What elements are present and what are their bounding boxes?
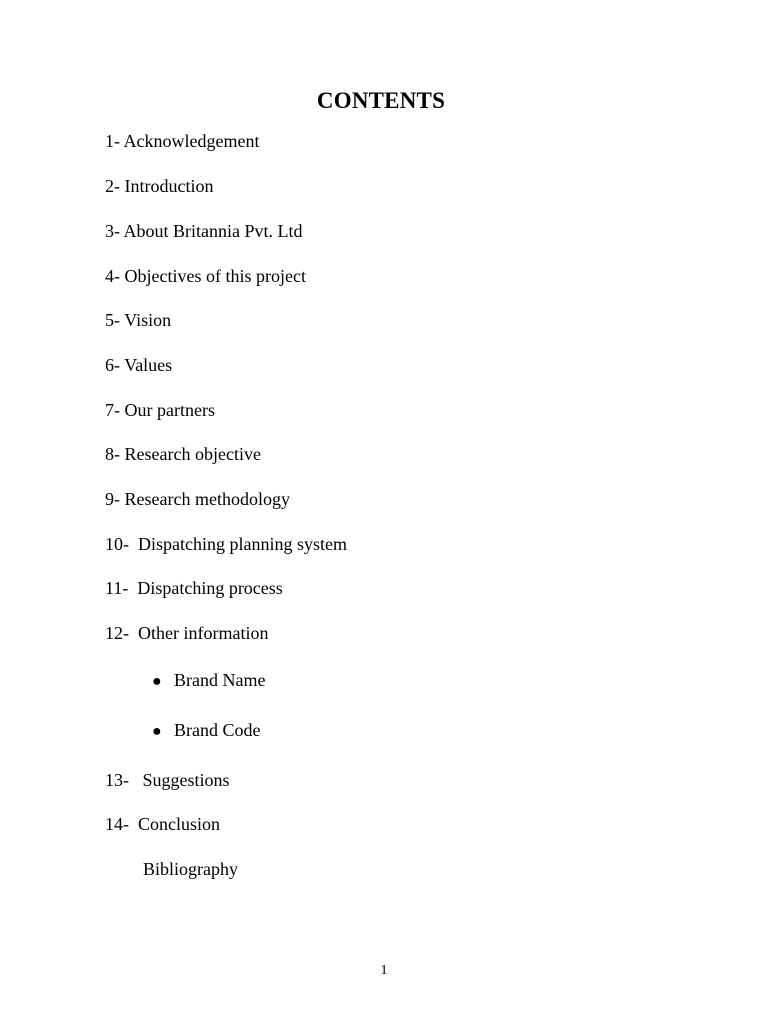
- toc-entry-text: Suggestions: [142, 770, 230, 790]
- toc-entry-text: Objectives of this project: [124, 266, 306, 286]
- toc-entry-number: 2-: [105, 176, 120, 196]
- toc-entry-number: 3-: [105, 221, 120, 241]
- toc-entry-number: 1-: [105, 131, 120, 151]
- bullet-icon: ●: [152, 723, 162, 740]
- toc-entry-number: 9-: [105, 489, 120, 509]
- toc-entry: [105, 130, 259, 152]
- toc-entry-text: Introduction: [124, 176, 214, 196]
- toc-entry: [105, 443, 261, 465]
- toc-entry-number: 4-: [105, 266, 120, 286]
- toc-entry: [105, 622, 268, 644]
- toc-entry: [105, 354, 172, 376]
- toc-entry: [105, 813, 220, 835]
- toc-entry: [105, 399, 215, 421]
- toc-sub-item-text: Brand Name: [174, 670, 266, 690]
- toc-entry-number: 12-: [105, 623, 129, 643]
- toc-entry: [105, 533, 347, 555]
- toc-entry: [105, 175, 213, 197]
- toc-entry-number: 7-: [105, 400, 120, 420]
- toc-entry-bibliography: Bibliography: [143, 859, 238, 879]
- page-number: 1: [380, 963, 388, 978]
- toc-entry-text: Research objective: [124, 444, 261, 464]
- toc-entry-text: Dispatching planning system: [138, 534, 347, 554]
- toc-entry-text: Acknowledgement: [123, 131, 260, 151]
- toc-entry: [105, 577, 283, 599]
- toc-entry: [105, 220, 303, 242]
- toc-entry-number: 11-: [105, 578, 129, 598]
- toc-entry: [105, 488, 290, 510]
- toc-entry-number: 6-: [105, 355, 120, 375]
- page-title: CONTENTS: [316, 88, 446, 113]
- toc-entry-number: 8-: [105, 444, 120, 464]
- toc-entry-text: Vision: [124, 310, 172, 330]
- toc-entry-number: 10-: [105, 534, 129, 554]
- toc-sub-item: [152, 719, 260, 743]
- bullet-icon: ●: [152, 673, 162, 690]
- toc-entry: [105, 309, 171, 331]
- toc-entry-text: Research methodology: [124, 489, 290, 509]
- toc-entry-text: Conclusion: [138, 814, 221, 834]
- toc-sub-item-text: Brand Code: [174, 720, 261, 740]
- toc-entry-text: Our partners: [124, 400, 215, 420]
- toc-entry-number: 5-: [105, 310, 120, 330]
- toc-entry: [105, 265, 306, 287]
- toc-entry-number: 14-: [105, 814, 129, 834]
- toc-entry-number: 13-: [105, 770, 129, 790]
- toc-entry-text: About Britannia Pvt. Ltd: [123, 221, 303, 241]
- toc-entry-text: Other information: [138, 623, 269, 643]
- toc-entry-text: Dispatching process: [137, 578, 283, 598]
- toc-entry-text: Values: [124, 355, 173, 375]
- toc-entry: [105, 769, 230, 791]
- toc-sub-item: [152, 669, 265, 693]
